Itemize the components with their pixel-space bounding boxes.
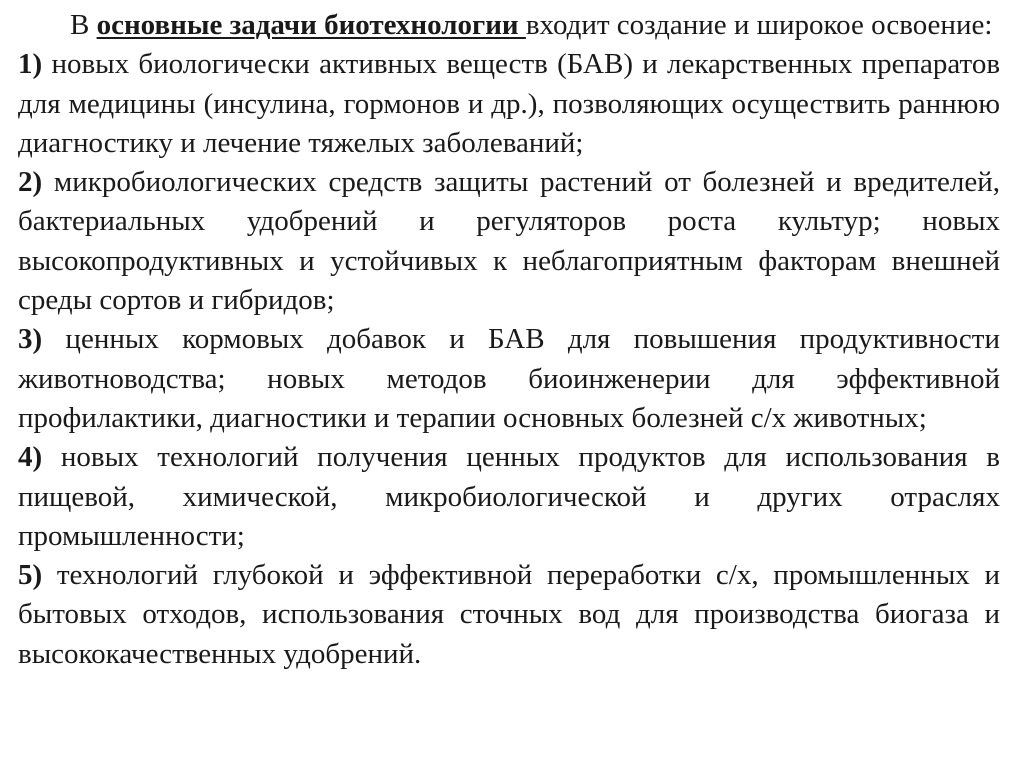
- intro-rest: входит создание и широкое освоение:: [525, 9, 993, 41]
- item-number: 2): [18, 166, 43, 199]
- item-text: ценных кормовых добавок и БАВ для повышения продуктивности животноводства; новых методов биоинженерии для эффективной профилактики, диагностики и терапии основных болезней с/х животных;: [18, 323, 1000, 434]
- item-number: 3): [18, 323, 43, 356]
- item-number: 4): [18, 441, 43, 474]
- list-item-3: [18, 320, 1000, 438]
- item-text: технологий глубокой и эффективной переработки с/х, промышленных и бытовых отходов, использования сточных вод для производства биогаза и высококачественных удобрений.: [18, 559, 1001, 670]
- intro-highlight: основные задачи биотехнологии: [96, 9, 526, 41]
- list-item-2: [18, 163, 1000, 320]
- list-item-5: [18, 556, 1000, 674]
- list-item-1: [18, 45, 1000, 163]
- intro-paragraph: [18, 6, 1000, 45]
- item-number: 5): [18, 559, 43, 592]
- item-text: новых биологически активных веществ (БАВ) и лекарственных препаратов для медицины (инсулина, гормонов и др.), позволяющих осуществить раннюю диагностику и лечение тяжелых заболеваний;: [18, 48, 1001, 159]
- list-item-4: [18, 438, 1000, 556]
- item-number: 1): [18, 48, 43, 81]
- item-text: новых технологий получения ценных продуктов для использования в пищевой, химической, микробиологической и других отраслях промышленности;: [18, 441, 1000, 552]
- intro-lead: В: [70, 9, 97, 41]
- item-text: микробиологических средств защиты растений от болезней и вредителей, бактериальных удобрений и регуляторов роста культур; новых высокопродуктивных и устойчивых к неблагоприятным факторам внешней среды сортов и гибридов;: [18, 166, 1001, 317]
